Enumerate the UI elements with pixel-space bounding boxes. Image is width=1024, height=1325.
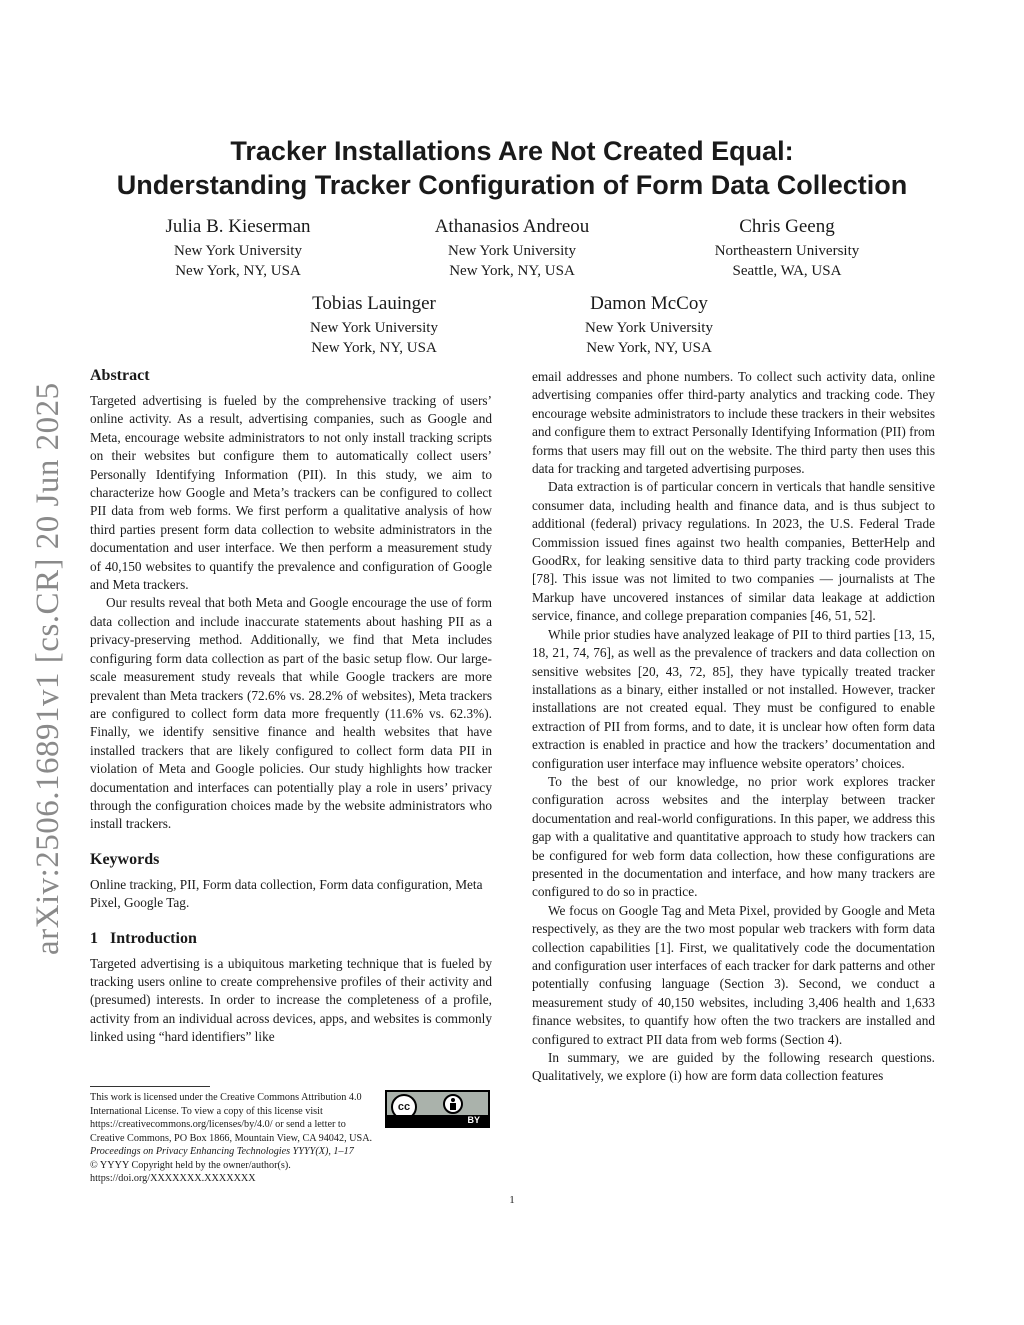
body-paragraph: While prior studies have analyzed leakage of PII to third parties [13, 15, 18, 21, 74, 76], as well as the prevalence of trackers and data collection on sensitive websites [20, 43, 72, 85], they have typically treated tracker installations as a binary, either installed or not installed. However, tracker installations are not created equal. They must be configured to enable extraction of PII from forms, and to date, it is unclear how often form data extraction is enabled in practice and how the trackers’ documentation and configuration user interface may influence website operators’ choices. (532, 626, 935, 771)
by-label: BY (467, 1115, 480, 1125)
cc-by-license-badge[interactable] (385, 1090, 490, 1128)
keywords-heading: Keywords (90, 850, 160, 868)
author-block (362, 215, 662, 281)
author-affiliation: New York University (310, 320, 438, 336)
author-name: Athanasios Andreou (434, 216, 590, 237)
cc-icon: cc (391, 1094, 417, 1120)
author-affiliation: New York University (585, 320, 713, 336)
left-column (90, 366, 492, 1047)
author-location: New York, NY, USA (175, 263, 301, 279)
author-affiliation: New York University (174, 243, 302, 259)
body-paragraph: email addresses and phone numbers. To collect such activity data, online advertising companies offer third-party analytics and tracking code. They encourage website administrators to include these trackers in their websites and configure them to extract Personally Identifying Information (PII) from forms that users may fill out on the website. The third party then uses this data for tracking and targeted advertising purposes. (532, 369, 935, 477)
attribution-person-icon (443, 1094, 463, 1114)
keywords-text: Online tracking, PII, Form data collection, Form data configuration, Meta Pixel, Google Tag. (90, 876, 483, 911)
abstract-paragraph: Targeted advertising is fueled by the comprehensive tracking of users’ online activity. As a result, advertising companies, such as Google and Meta, encourage website administrators to not only install tracking scripts on their websites but configure them to automatically collect users’ Personally Identifying Information (PII). In this study, we aim to characterize how Google and Meta’s trackers can be configured to collect PII data from web forms. We first perform a qualitative analysis of how third parties present form data collection to website administrators in the documentation and user interface. We then perform a measurement study of 40,150 websites to quantify the prevalence and configuration of Google and Meta trackers. (90, 393, 492, 593)
author-location: Seattle, WA, USA (732, 263, 842, 279)
section-heading (90, 929, 492, 949)
author-name: Chris Geeng (739, 216, 835, 237)
title-line-1: Tracker Installations Are Not Created Equal: (230, 136, 794, 166)
author-block (637, 215, 937, 281)
paper-title (0, 134, 1024, 202)
section-title: Introduction (110, 929, 197, 947)
body-paragraph: Data extraction is of particular concern in verticals that handle sensitive consumer data, including health and finance data, and is thus subject to additional (federal) privacy regulations. In 2023, the U.S. Federal Trade Commission issued fines against two health companies, BetterHelp and GoodRx, for leaking sensitive data to third party tracking code providers [78]. This issue was not limited to two companies — journalists at The Markup have uncovered instances of similar data leakage at addiction service, finance, and college preparation companies [46, 51, 52]. (532, 479, 935, 624)
author-location: New York, NY, USA (449, 263, 575, 279)
proceedings-text: Proceedings on Privacy Enhancing Technologies YYYY(X), 1–17 (90, 1146, 354, 1157)
title-line-2: Understanding Tracker Configuration of Form Data Collection (116, 170, 908, 200)
body-paragraph: Targeted advertising is a ubiquitous marketing technique that is fueled by tracking users online to create comprehensive profiles of their activity and (presumed) interests. In order to increase the completeness of a profile, activity from an individual across devices, apps, and websites is commonly linked using “hard identifiers” like (90, 955, 492, 1045)
section-number: 1 (90, 929, 98, 947)
author-name: Damon McCoy (590, 293, 708, 314)
copyright-text: © YYYY Copyright held by the owner/author(s). (90, 1159, 291, 1171)
author-name: Julia B. Kieserman (165, 216, 311, 237)
author-block (499, 292, 799, 358)
author-location: New York, NY, USA (311, 340, 437, 356)
license-text: This work is licensed under the Creative Commons Attribution 4.0 International License. To view a copy of this license visit https://creativecommons.org/licenses/by/4.0/ or send a letter to Creative Commons, PO Box 1866, Mountain View, CA 94042, USA. (90, 1092, 373, 1144)
body-paragraph: We focus on Google Tag and Meta Pixel, provided by Google and Meta respectively, as they are the two most popular web trackers with form data collection capabilities [1]. First, we qualitatively code the documentation and configuration user interfaces of each tracker for dark patterns and other potentially confusing language (Section 3). Second, we conduct a measurement study of 40,150 websites, including 3,406 health and 1,633 finance websites, to quantify how often the two trackers are installed and configured to extract PII data from web forms (Section 4). (532, 902, 935, 1047)
footnote-rule (90, 1086, 210, 1087)
author-affiliation: New York University (448, 243, 576, 259)
author-location: New York, NY, USA (586, 340, 712, 356)
page-number: 1 (509, 1194, 515, 1206)
arxiv-identifier: arXiv:2506.16891v1 [cs.CR] 20 Jun 2025 (30, 382, 66, 955)
abstract-paragraph: Our results reveal that both Meta and Google encourage the use of form data collection and include inaccurate statements about hashing PII as a privacy-preserving method. Additionally, we find that Meta includes configuring form data collection as part of the basic setup flow. Our large-scale measurement study reveals that while Google trackers are more prevalent than Meta trackers (72.6% vs. 28.2% of websites), Meta trackers are configured to collect form data more frequently (11.6% vs. 62.3%). Finally, we identify sensitive finance and health websites that have installed trackers that are likely configured to collect form data PII in violation of Meta and Google policies. Our study highlights how tracker documentation and interfaces can potentially play a role in users’ privacy through the configuration choices made by the website administrators who install trackers. (90, 595, 492, 832)
body-paragraph: In summary, we are guided by the following research questions. Qualitatively, we explore (i) how are form data collection features (532, 1050, 935, 1084)
body-paragraph: To the best of our knowledge, no prior work explores tracker configuration across websites and the interplay between tracker documentation and real-world configurations. In this paper, we address this gap with a qualitative and quantitative approach to study how trackers can be configured for web form data collection, how these configurations are presented in the documentation and interface, and how many trackers are configured to do so in practice. (532, 773, 935, 900)
right-column (532, 368, 935, 1086)
author-block (88, 215, 388, 281)
footnote (90, 1091, 380, 1186)
author-affiliation: Northeastern University (714, 243, 860, 259)
doi-link[interactable]: https://doi.org/XXXXXXX.XXXXXXX (90, 1173, 256, 1184)
author-name: Tobias Lauinger (312, 293, 436, 314)
abstract-heading: Abstract (90, 367, 150, 384)
author-block (224, 292, 524, 358)
